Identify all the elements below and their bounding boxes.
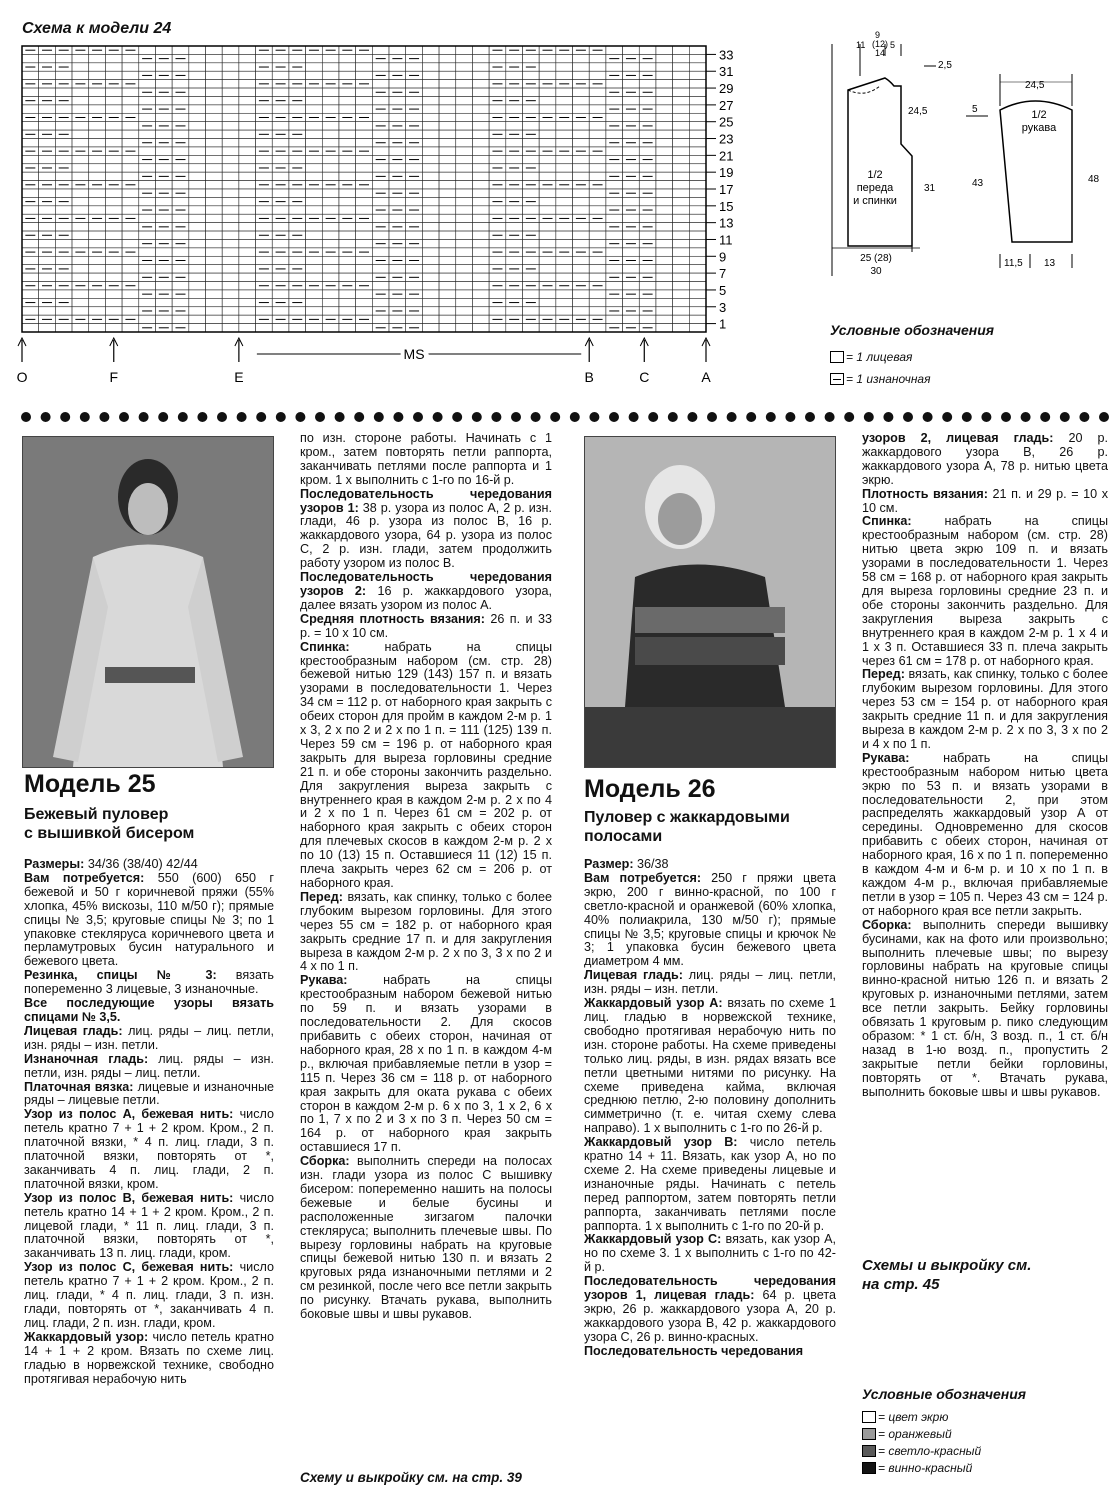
text-paragraph: узоров 2, лицевая гладь: 20 р. жаккардового узора В, 26 р. жаккардового узора А, 78 р. нитью цвета экрю. <box>862 431 1108 487</box>
text-paragraph: Изнаночная гладь: лиц. ряды – изн. петли, изн. ряды – лиц. петли. <box>24 1051 274 1080</box>
side-label: 31 <box>924 183 936 194</box>
text-paragraph: Последовательность чередования узоров 2: 16 р. жаккардового узора, далее вязать узором из полос А. <box>300 570 552 612</box>
legend-title-26: Условные обозначения <box>862 1386 1027 1402</box>
text-paragraph: Последовательность чередования узоров 1: 38 р. узора из полос А, 2 р. изн. глади, 46 р. узора из полос В, 16 р. жаккардового узора, 64 р. узора из полос С, 2 р. изн. глади, затем продолжить работу узором из полос В. <box>300 486 552 571</box>
chart-marker: C <box>639 369 650 385</box>
row-label: 5 <box>719 282 727 298</box>
column-4 <box>862 432 1108 1100</box>
top-num-12: (12) <box>872 39 889 49</box>
top-num-11: 11 <box>856 40 866 50</box>
text-paragraph: Лицевая гладь: лиц. ряды – лиц. петли, изн. ряды – изн. петли. <box>24 1023 274 1052</box>
row-label: 13 <box>719 215 734 231</box>
model-25-figure-icon <box>23 437 273 767</box>
neck-depth-label: 2,5 <box>938 60 952 71</box>
text-paragraph: Последовательность чередования <box>584 1343 804 1358</box>
text-paragraph: Сборка: выполнить спереди на полосах изн. глади узора из полос С вышивку бисером: попеременно нашить на полосы бежевые и белые бусины и расположенные зигзагом палочки стекляруса; выполнить плечевые швы. По вырезу горловины набрать на круговые спицы бежевой нитью 130 п. и вязать 2 круговых ряда изнаночными петлями и 2 см резинкой, после чего все петли закрыть по рисунку. Втачать рукава, выполнить боковые швы и швы рукавов. <box>300 1154 552 1322</box>
row-label: 27 <box>719 97 734 113</box>
text-paragraph: Платочная вязка: лицевые и изнаночные ряды – лицевые петли. <box>24 1079 274 1108</box>
text-paragraph: Перед: вязать, как спинку, только с более глубоким вырезом горловины. Для этого через 53 см = 154 р. от наборного края закрыть средние 11 п. и для закругления выреза в каждом 2-м р. 2 х по 3, 3 х по 2 и 4 х по 1 п. <box>862 667 1108 751</box>
row-label: 7 <box>719 266 727 282</box>
col2-see-reference: Схему и выкройку см. на стр. 39 <box>300 1470 522 1485</box>
knit-swatch-icon <box>830 351 844 363</box>
cuff-label-1: 11,5 <box>1004 258 1023 269</box>
column-3 <box>584 858 836 1359</box>
row-label: 23 <box>719 131 734 147</box>
chart-marker: B <box>584 369 594 385</box>
text-paragraph: Резинка, спицы № 3: вязать попеременно 3 лицевые, 3 изнаночные. <box>24 968 274 997</box>
width-label: 25 (28) 30 <box>860 253 892 277</box>
legend-26-label: = винно-красный <box>878 1461 973 1475</box>
text-paragraph: Размеры: 34/36 (38/40) 42/44 <box>24 857 198 871</box>
chart-title: Схема к модели 24 <box>22 20 172 37</box>
total-length-label: 48 <box>1088 174 1100 185</box>
col4-see-reference: Схемы и выкройку см. на стр. 45 <box>862 1257 1032 1293</box>
row-label: 15 <box>719 198 734 214</box>
legend-title-24: Условные обозначения <box>830 322 995 338</box>
text-paragraph: Перед: вязать, как спинку, только с более глубоким вырезом горловины. Для этого через 55 см = 182 р. от наборного края закрыть средние 17 п. и для закругления выреза в каждом 2-м р. 2 х по 3, 3 х по 2 и 4 х по 1 п. <box>300 889 552 974</box>
row-label: 3 <box>719 299 727 315</box>
legend-item-label: = 1 изнаночная <box>846 372 931 386</box>
text-paragraph: Вам потребуется: 250 г пряжи цвета экрю, 200 г винно-красной, по 100 г светло-красной и оранжевой (60% хлопка, 40% полиакрила, 130 м/50 г); прямые спицы № 3,5; круговые спицы и крючок № 3; 1 упаковка бусин бежевого цвета диаметром 4 мм. <box>584 870 836 969</box>
text-paragraph: Рукава: набрать на спицы крестообразным набором бежевой нитью по 59 п. и вязать узорами в последовательности 2. Для скосов прибавить с обеих сторон, начиная от наборного края, 28 х по 1 п. в каждом 4-м р., включая прибавляемые петли в узор = 115 п. Через 36 см = 118 р. от наборного края закрыть для оката рукава с обеих сторон в каждом 2-м р. 6 х по 3, 1 х 2, 6 х по 1, 7 х по 2 и 3 х по 3 п. Через 50 см = 164 р. от наборного края закрыть оставшиеся 17 п. <box>300 973 553 1155</box>
model-26-title: Модель 26 <box>584 775 716 803</box>
repeat-label: MS <box>403 346 425 362</box>
legend-26-label: = цвет экрю <box>878 1410 949 1424</box>
chart-marker: A <box>701 369 711 385</box>
color-swatch-icon <box>862 1411 876 1423</box>
text-paragraph: Рукава: набрать на спицы крестообразным набором нитью цвета экрю по 53 п. и вязать узорами в последовательности 2, при этом распределять жаккардовый узор А от середины. Одновременно для скосов прибавить с обеих сторон, начиная от наборного края, 16 х по 1 п. попеременно в каждом 4-м и 6-м р. и 10 х по 1 п. в каждом 4-м р., включая прибавляемые петли в узор = 105 п. Через 43 см = 124 р. от наборного края все петли закрыть. <box>862 750 1109 918</box>
row-label: 11 <box>719 232 733 248</box>
text-paragraph: Лицевая гладь: лиц. ряды – лиц. петли, изн. ряды – изн. петли. <box>584 968 836 997</box>
legend-item-knit <box>830 350 912 364</box>
legend-item-purl <box>830 372 931 386</box>
legend-26-label: = оранжевый <box>878 1427 952 1441</box>
text-paragraph: Размер: 36/38 <box>584 857 669 871</box>
knitting-chart <box>18 40 778 400</box>
legend-26-item <box>862 1444 981 1458</box>
chart-marker: E <box>234 369 244 385</box>
row-label: 33 <box>719 47 734 63</box>
text-paragraph: Средняя плотность вязания: 26 п. и 33 р. = 10 х 10 см. <box>300 611 552 640</box>
legend-26-list <box>862 1410 981 1478</box>
text-paragraph: Все последующие узоры вязать спицами № 3,5. <box>24 996 274 1024</box>
column-1 <box>24 858 274 1386</box>
color-swatch-icon <box>862 1428 876 1440</box>
text-paragraph: Плотность вязания: 21 п. и 29 р. = 10 х 10 см. <box>862 486 1109 515</box>
sleeve-cap-label: 5 <box>972 104 978 115</box>
text-paragraph: Жаккардовый узор В: число петель кратно 14 + 11. Вязать, как узор А, но по схеме 2. На схеме приведены лицевые и изнаночные ряды. Начинать с петель перед раппортом, затем повторять петли раппорта, заканчивать петлями после раппорта. 1 х выполнить с 1-го по 20-й р. <box>584 1135 836 1233</box>
chart-marker: O <box>16 369 28 385</box>
model-26-photo <box>584 436 836 768</box>
text-paragraph: Спинка: набрать на спицы крестообразным набором (см. стр. 28) нитью цвета экрю 109 п. и вязать узорами в последовательности 1. Через 58 см = 168 р. от наборного края закрыть для выреза горловины средние 23 п. и обе стороны закончить раздельно. Для закругления выреза закрыть с внутреннего края в каждом 2-м р. 1 х 4 и 1 х 3 п. Оставшиеся 33 п. плеча закрыть через 61 см = 178 р. от наборного края. <box>862 514 1108 668</box>
text-paragraph: Сборка: выполнить спереди вышивку бусинами, как на фото или произвольно; выполнить плечевые швы; по вырезу горловины набрать на круговые спицы винно-красной нитью 126 п. и вязать 2 круговых р. изнаночными петлями, затем все петли закрыть. Бейку горловины обвязать 1 круговым р. пико следующим образом: * 1 ст. б/н, 3 возд. п., 1 ст. б/н назад в 1-ю возд. п., пропустить 2 закрытые петли бейки горловины, повторять от *. Втачать рукава, выполнить боковые швы и швы рукавов. <box>862 917 1108 1099</box>
legend-item-label: = 1 лицевая <box>846 350 913 364</box>
row-label: 21 <box>719 148 734 164</box>
model-26-figure-icon <box>585 437 835 767</box>
color-swatch-icon <box>862 1462 876 1474</box>
sleeve-piece-label: 1/2 рукава <box>1021 109 1057 134</box>
model-26-subtitle: Пуловер с жаккардовыми полосами <box>584 809 790 845</box>
dot-separator <box>18 410 1118 424</box>
row-label: 29 <box>719 81 734 97</box>
legend-26-item <box>862 1427 981 1441</box>
armhole-label: 24,5 <box>908 106 928 117</box>
top-num-5: 5 <box>890 40 896 50</box>
row-label: 19 <box>719 165 734 181</box>
purl-swatch-icon <box>830 373 844 385</box>
row-label: 31 <box>719 64 734 80</box>
body-piece-label: 1/2 переда и спинки <box>853 169 897 207</box>
sleeve-top-label: 24,5 <box>1025 80 1045 91</box>
text-paragraph: Узор из полос В, бежевая нить: число петель кратно 14 + 1 + 2 кром. Кром., 2 п. лицевой глади, * 11 п. лиц. глади, 3 п. платочной вязки, повторять от *, заканчивать 13 п. лиц. глади, кром. <box>24 1190 274 1261</box>
top-num-9: 9 <box>875 30 881 40</box>
row-label: 17 <box>719 182 734 197</box>
model-25-title: Модель 25 <box>24 770 156 798</box>
row-label: 1 <box>719 316 727 332</box>
text-paragraph: Узор из полос А, бежевая нить: число петель кратно 7 + 1 + 2 кром. Кром., 2 п. платочной вязки, * 4 п. лиц. глади, 3 п. платочной вязки, повторять от *, заканчивать 4 п. лиц. глади, 2 п. платочной вязки, кром. <box>24 1107 274 1191</box>
legend-26-item <box>862 1410 981 1424</box>
text-paragraph: Узор из полос С, бежевая нить: число петель кратно 7 + 1 + 2 кром. Кром., 2 п. лиц. глади, * 4 п. лиц. глади, 3 п. изн. глади, повторять от *, заканчивать 4 п. лиц. глади, 2 п. изн. глади, кром. <box>24 1260 274 1330</box>
cuff-label-2: 13 <box>1044 258 1056 269</box>
top-num-14: 14 <box>875 48 886 58</box>
text-paragraph: Последовательность чередования узоров 1, лицевая гладь: 64 р. цвета экрю, 26 р. жаккардового узора А, 20 р. жаккардового узора В, 42 р. жаккардового узора С, 26 р. винно-красных. <box>584 1274 836 1344</box>
row-label: 25 <box>719 114 734 130</box>
legend-26-label: = светло-красный <box>878 1444 982 1458</box>
row-label: 9 <box>719 249 727 265</box>
text-paragraph: Вам потребуется: 550 (600) 650 г бежевой и 50 г коричневой пряжи (55% хлопка, 45% вискозы, 110 м/50 г); прямые спицы № 3,5; круговые спицы № 3; по 1 упаковке стекляруса коричневого цвета и перламутровых бусин натурального и бежевого цвета. <box>24 870 275 969</box>
chart-marker: F <box>109 369 119 385</box>
text-paragraph: Спинка: набрать на спицы крестообразным набором (см. стр. 28) бежевой нитью 129 (143) 157 п. и вязать узорами в последовательности 1. Через 34 см = 112 р. от наборного края закрыть с обеих сторон для пройм в каждом 2-м р. 1 х 3, 2 х по 2 и 2 х по 1 п. = 111 (125) 139 п. Через 59 см = 196 р. от наборного края закрыть для выреза горловины средние 21 п. и обе стороны закончить раздельно. Для закругления выреза закрыть с внутреннего края в каждом 2-м р. 2 х по 4 и 2 х по 1 п. Через 61 см = 202 р. от наборного края закрыть с обеих сторон для плечевых скосов в каждом 2-м р. 2 х по 10 (13) 15 п. Оставшиеся 11 (12) 15 п. плеча закрыть через 62 см = 206 р. от наборного края. <box>300 639 552 890</box>
legend-26-item <box>862 1461 981 1475</box>
sleeve-length-label: 43 <box>972 178 984 189</box>
model-25-subtitle: Бежевый пуловер с вышивкой бисером <box>24 806 195 842</box>
model-25-photo <box>22 436 274 768</box>
pattern-schematic <box>820 26 1110 286</box>
text-paragraph: Жаккардовый узор С: вязать, как узор А, но по схеме 3. 1 х выполнить с 1-го по 42-й р. <box>584 1232 836 1275</box>
text-paragraph: Жаккардовый узор А: вязать по схеме 1 лиц. гладью в норвежской технике, свободно протягивая нерабочую нить по изн. стороне работы. На схеме приведены только лиц. ряды, в изн. рядах вязать все петли цветными нитями по рисунку. На схеме приведена кайма, включая среднюю петлю, 2-ю половину дополнить симметрично (т. е. читая схему слева направо). 1 х выполнить с 1-го по 26-й р. <box>584 996 836 1136</box>
text-paragraph: по изн. стороне работы. Начинать с 1 кром., затем повторять петли раппорта, заканчивать петлями после раппорта и 1 кром. 1 х выполнить с 1-го по 16-й р. <box>300 431 552 487</box>
text-paragraph: Жаккардовый узор: число петель кратно 14 + 1 + 2 кром. Вязать по схеме лиц. гладью в норвежской технике, свободно протягивая нерабочую нить <box>24 1329 274 1386</box>
color-swatch-icon <box>862 1445 876 1457</box>
column-2 <box>300 432 552 1322</box>
